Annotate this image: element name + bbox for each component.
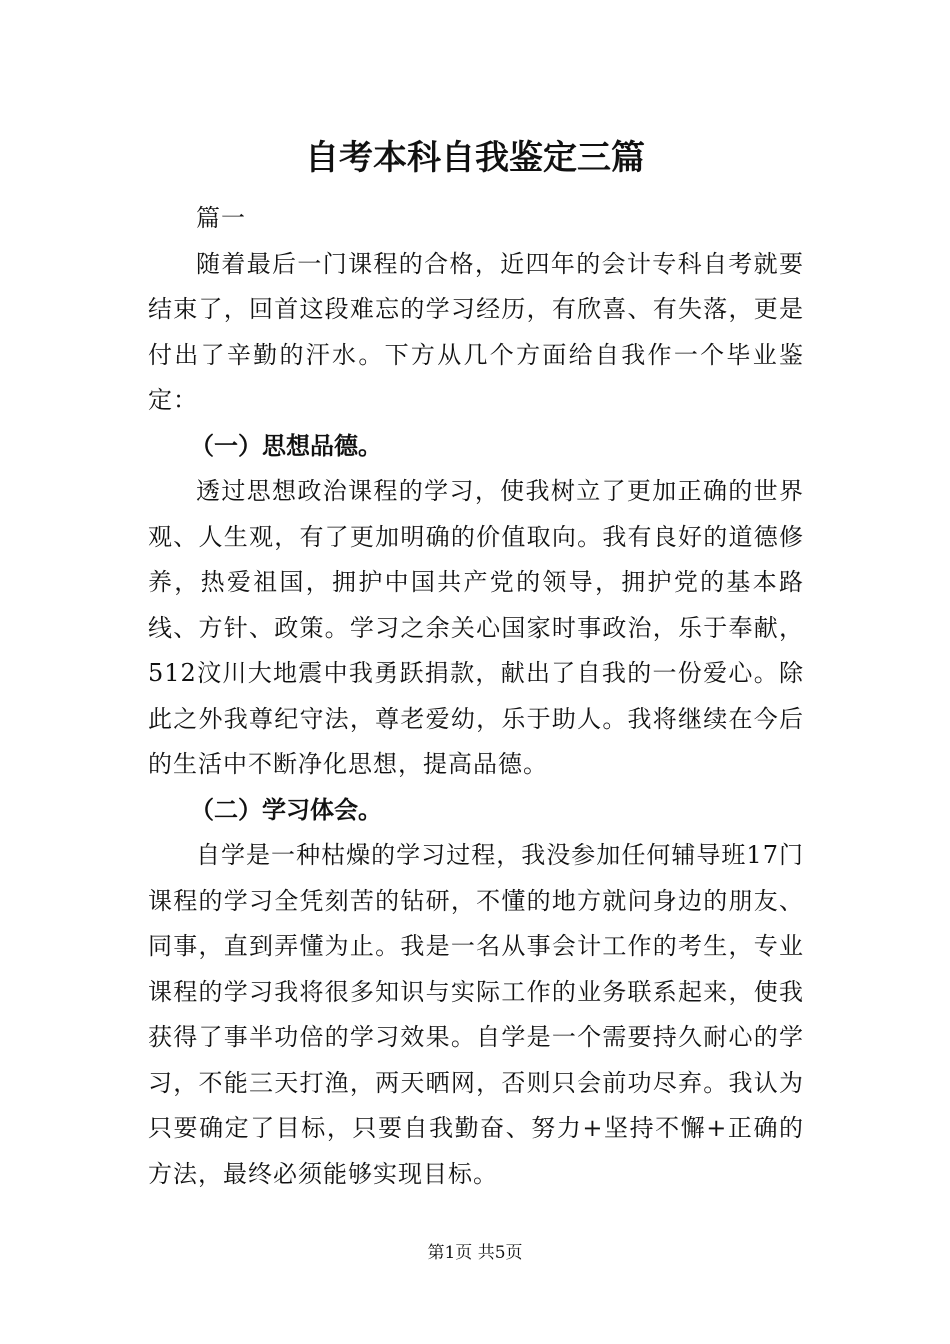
document-title: 自考本科自我鉴定三篇 xyxy=(305,138,645,178)
ideology-paragraph: 透过思想政治课程的学习，使我树立了更加正确的世界观、人生观，有了更加明确的价值取向。我有良好的道德修养，热爱祖国，拥护中国共产党的领导，拥护党的基本路线、方针、政策。学习之余关心国家时事政治，乐于奉献，512汶川大地震中我勇跃捐款，献出了自我的一份爱心。除此之外我尊纪守法，尊老爱幼，乐于助人。我将继续在今后的生活中不断净化思想，提高品德。 xyxy=(148,477,804,778)
section-heading-study: （二）学习体会。 xyxy=(190,795,382,824)
study-paragraph: 自学是一种枯燥的学习过程，我没参加任何辅导班17门课程的学习全凭刻苦的钻研，不懂的地方就问身边的朋友、同事，直到弄懂为止。我是一名从事会计工作的考生，专业课程的学习我将很多知识与实际工作的业务联系起来，使我获得了事半功倍的学习效果。自学是一个需要持久耐心的学习，不能三天打渔，两天晒网，否则只会前功尽弃。我认为只要确定了目标，只要自我勤奋、努力+坚持不懈+正确的方法，最终必须能够实现目标。 xyxy=(148,841,804,1188)
document-body xyxy=(148,196,804,1197)
section-label: 篇一 xyxy=(196,204,246,232)
section-heading-ideology: （一）思想品德。 xyxy=(190,431,382,460)
page-footer: 第1页 共5页 xyxy=(427,1243,523,1263)
intro-paragraph: 随着最后一门课程的合格，近四年的会计专科自考就要结束了，回首这段难忘的学习经历，有欣喜、有失落，更是付出了辛勤的汗水。下方从几个方面给自我作一个毕业鉴定： xyxy=(148,249,804,414)
